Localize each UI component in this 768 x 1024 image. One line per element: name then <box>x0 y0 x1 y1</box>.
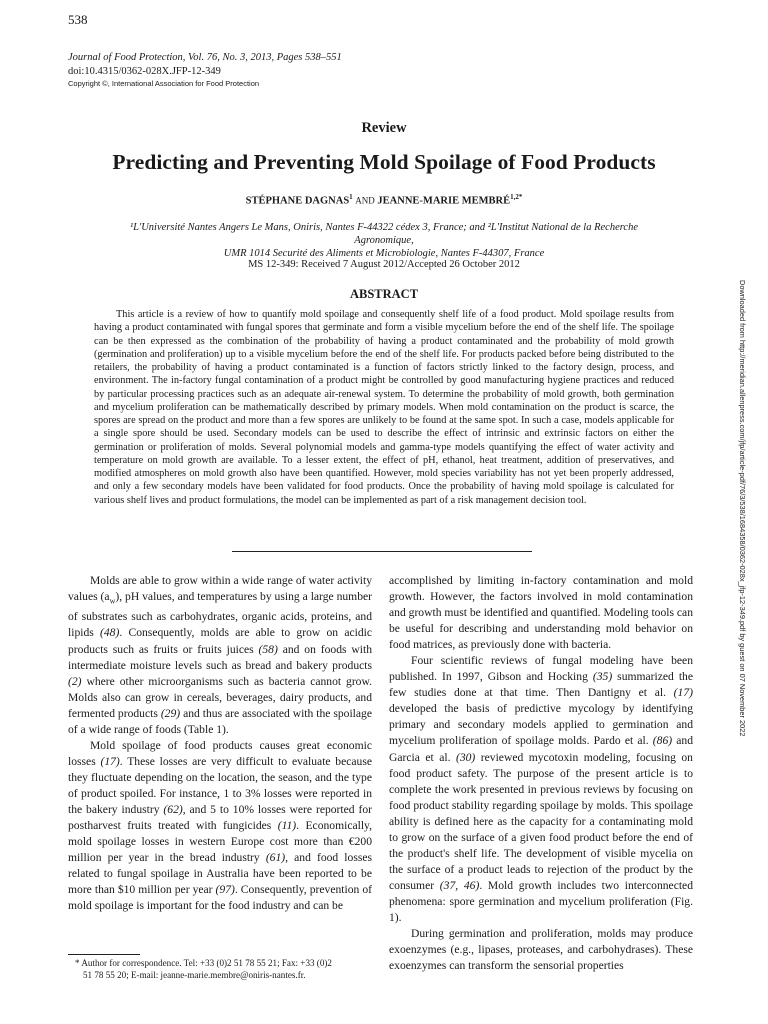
text-run: summarized the few studies done at that time. Then Dantigny et al. <box>389 670 694 700</box>
footnote-line-1: * Author for correspondence. Tel: +33 (0)2 51 78 55 21; Fax: +33 (0)2 <box>75 958 332 968</box>
article-title: Predicting and Preventing Mold Spoilage of Food Products <box>112 150 656 174</box>
body-column-right <box>389 573 693 974</box>
abstract-heading: ABSTRACT <box>349 287 419 301</box>
body-paragraph <box>68 573 372 738</box>
affiliation-line-1: ¹L'Université Nantes Angers Le Mans, Oniris, Nantes F-44322 cédex 3, France; and ²L'Institut National de la Recherche Agronomique, <box>129 222 638 246</box>
body-column-left <box>68 573 372 914</box>
text-run: and on foods with intermediate moisture levels such as bread and bakery products <box>68 642 372 672</box>
doi-link[interactable]: doi:10.4315/0362-028X.JFP-12-349 <box>68 66 221 77</box>
citation-ref[interactable]: (37, 46) <box>439 878 480 892</box>
text-run: . Consequently, molds are able to grow on acidic products such as fruits or fruits juices <box>68 626 372 656</box>
text-run: Molds are able to grow within a wide range of water activity values (a <box>68 574 372 604</box>
text-run: and thus are associated with the spoilage of a wide range of foods (Table 1). <box>68 706 372 736</box>
author-2: JEANNE-MARIE MEMBRÉ <box>377 195 511 207</box>
citation-ref[interactable]: (30) <box>455 750 476 764</box>
manuscript-dates: MS 12-349: Received 7 August 2012/Accepted 26 October 2012 <box>248 259 520 270</box>
citation-ref[interactable]: (35) <box>592 670 613 684</box>
text-run: , and food losses related to fungal spoilage in Australia have been reported to be more than $10 million per year <box>68 851 372 897</box>
text-run: where other microorganisms such as bacteria cannot grow. Molds also can grow in cereals, beverages, dairy products, and fermented products <box>68 674 372 720</box>
author-1-affiliation-mark: 1 <box>349 193 353 201</box>
citation-ref[interactable]: (86) <box>652 734 673 748</box>
author-1: STÉPHANE DAGNAS <box>245 195 350 207</box>
section-divider <box>232 551 532 552</box>
body-paragraph <box>389 653 693 926</box>
section-label: Review <box>361 120 407 136</box>
citation-ref[interactable]: (17) <box>100 754 120 768</box>
body-paragraph: accomplished by limiting in-factory contamination and mold growth. However, the factors involved in mold contamination and growth must be identified and quantified. Modeling tools can be useful for describing and understanding mold behavior on food matrices, as previously done with bacteria. <box>389 574 693 652</box>
text-run: . Consequently, prevention of mold spoilage is important for the food industry and can be <box>68 883 372 913</box>
author-2-affiliation-mark: 1,2* <box>510 193 523 201</box>
text-run: and Garcia et al. <box>389 734 694 764</box>
citation-ref[interactable]: (58) <box>258 642 278 656</box>
text-run: developed the basis of predictive mycology by identifying primary and secondary models applied to germination and mycelium proliferation of spoilage molds. Pardo et al. <box>389 702 693 748</box>
citation-ref[interactable]: (29) <box>160 706 181 720</box>
subscript-w: w <box>109 596 116 606</box>
citation-ref[interactable]: (48) <box>100 626 120 640</box>
text-run: . Mold growth includes two interconnected phenomena: spore germination and mycelium proliferation (Fig. 1). <box>389 878 694 924</box>
citation-ref[interactable]: (11) <box>277 819 297 833</box>
correspondence-footnote <box>75 957 375 981</box>
body-paragraph: During germination and proliferation, molds may produce exoenzymes (e.g., lipases, proteases, and carbohydrases). These exoenzymes can transform the sensorial properties <box>389 927 693 973</box>
text-run: reviewed mycotoxin modeling, focusing on food product safety. The purpose of the present article is to complete the work presented in previous reviews by focusing on food product stability regarding spoilage by molds. This spoilage ability is defined here as the capacity for a contaminating mold to grow on the surface of a given food product before the end of the product's shelf life. The development of visible mycelia on the surface of a product leads to rejection of the product by the consumer <box>389 750 693 892</box>
text-run: . These losses are very difficult to evaluate because they fluctuate depending on the location, the season, and the type of product spoiled. For instance, 1 to 3% losses were reported in the bakery industry <box>68 754 372 816</box>
text-run: . Economically, mold spoilage losses in western Europe cost more than €200 million per year in the bread industry <box>68 819 372 865</box>
citation-ref[interactable]: (2) <box>68 674 82 688</box>
author-conjunction: AND <box>355 195 375 206</box>
text-run: Mold spoilage of food products causes great economic losses <box>68 738 372 768</box>
page-number: 538 <box>68 12 88 27</box>
citation-ref[interactable]: (61) <box>265 851 286 865</box>
abstract-text: This article is a review of how to quantify mold spoilage and consequently shelf life of a food product. Mold spoilage results from having a product contaminated with fungal spores that germinate and form a visible mycelium before the end of the shelf life. The spoilage can be then expressed as the combination of the probability of having a product contaminated and the probability of mold growth (germination and proliferation) up to a visible mycelium before the end of the shelf life. For products packed before being distributed to the retailers, the probability of having a product contaminated is a function of factors strictly linked to the factory design, process, and environment. The in-factory fungal contamination of a product might be controlled by good manufacturing hygiene practices and reduced by particular processing practices such as an adequate air-renewal system. To determine the probability of mold growth, both germination and mycelium proliferation can be mathematically described by primary models. When mold contamination on the product is scarce, the spores are spread on the product and more than a few spores are unlikely to be found at the same spot. In such a case, models applicable for a single spore should be used. Secondary models can be used to describe the effect of intrinsic and extrinsic factors on either the germination or proliferation of molds. Several polynomial models and gamma-type models quantifying the effect of water activity and temperature on mold growth are available. To a lesser extent, the effect of pH, ethanol, heat treatment, addition of preservatives, and modified atmospheres on mold growth also have been quantified. However, mold species variability has not yet been properly addressed, and only a few secondary models have been validated for food products. Once the probability of having mold spoilage is calculated for various shelf lives and product formulations, the model can be implemented as part of a risk management decision tool. <box>94 309 674 506</box>
affiliations <box>110 221 658 260</box>
footnote-line-2: 51 78 55 20; E-mail: jeanne-marie.membre@oniris-nantes.fr. <box>83 970 306 980</box>
citation-ref[interactable]: (62) <box>163 802 183 816</box>
body-paragraph <box>68 738 372 915</box>
footnote-rule <box>68 954 140 955</box>
journal-citation: Journal of Food Protection, Vol. 76, No. 3, 2013, Pages 538–551 <box>68 52 342 63</box>
download-watermark[interactable]: Downloaded from http://meridian.allenpress.com/jfp/article-pdf/76/3/538/1684358/0362-028x_jfp-12-349.pdf by guest on 07 November 2022 <box>738 280 747 737</box>
citation-ref[interactable]: (97) <box>215 883 235 897</box>
text-run: , and 5 to 10% losses were reported for postharvest fruits treated with fungicides <box>68 802 372 833</box>
text-run: ), pH values, and temperatures by using a large number of substrates such as carbohydrates, organic acids, proteins, and lipids <box>68 590 372 640</box>
affiliation-line-2: UMR 1014 Securité des Aliments et Microbiologie, Nantes F-44307, France <box>223 248 545 259</box>
copyright-notice: Copyright ©, International Association for Food Protection <box>68 79 260 88</box>
citation-ref[interactable]: (17) <box>673 686 693 700</box>
author-line <box>0 193 768 207</box>
text-run: Four scientific reviews of fungal modeling have been published. In 1997, Gibson and Hocking <box>389 654 693 684</box>
